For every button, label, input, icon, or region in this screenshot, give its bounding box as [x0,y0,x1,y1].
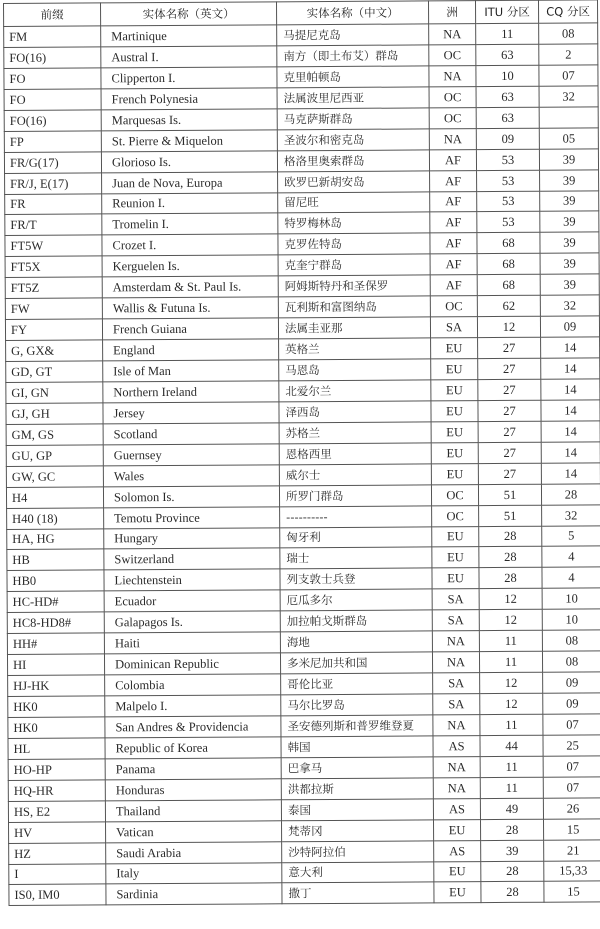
cell-name-cn: 撒丁 [282,882,434,904]
cell-itu-zone: 28 [479,526,542,547]
cell-name-cn: 洪都拉斯 [281,778,433,800]
cell-prefix: I [9,863,106,885]
cell-cq-zone: 39 [540,274,599,295]
cell-continent: OC [430,296,477,317]
cell-cq-zone: 28 [541,483,600,504]
cell-continent: OC [429,107,476,128]
cell-prefix: FO(16) [4,47,101,69]
cell-itu-zone: 27 [478,379,541,400]
cell-name-en: Vatican [106,820,282,842]
cell-name-cn: 马恩岛 [279,359,431,381]
cell-name-cn: 列支敦士兵登 [280,568,432,590]
cell-itu-zone: 12 [479,609,542,630]
cell-cq-zone: 14 [541,400,600,421]
cell-prefix: HZ [9,842,106,864]
cell-name-cn: 梵蒂冈 [281,820,433,842]
cell-name-en: Austral I. [101,46,277,68]
cell-prefix: HJ-HK [8,675,105,697]
cell-itu-zone: 39 [481,840,544,861]
cell-name-cn: 阿姆斯特丹和圣保罗 [278,275,430,297]
cell-name-cn: 沙特阿拉伯 [282,840,434,862]
cell-cq-zone: 15,33 [544,860,600,881]
cell-continent: NA [433,756,480,777]
cell-cq-zone: 14 [541,463,600,484]
cell-itu-zone: 28 [481,882,544,903]
cell-cq-zone: 10 [542,609,600,630]
cell-name-en: Guernsey [103,444,279,466]
cell-continent: EU [431,442,478,463]
cell-cq-zone: 5 [542,525,600,546]
cell-cq-zone: 09 [540,316,599,337]
cell-itu-zone: 27 [478,442,541,463]
cell-prefix: FO [4,68,101,90]
cell-cq-zone: 2 [539,44,598,65]
cell-cq-zone: 39 [540,169,599,190]
cell-name-cn: 韩国 [281,736,433,758]
cell-continent: AF [430,212,477,233]
cell-continent: SA [432,589,479,610]
cell-name-en: Northern Ireland [103,381,279,403]
cell-name-en: French Polynesia [101,88,277,110]
cell-name-en: Temotu Province [104,506,280,528]
cell-name-cn: 海地 [280,631,432,653]
cell-name-en: Isle of Man [103,360,279,382]
cell-continent: NA [429,65,476,86]
table-row [9,881,600,906]
cell-prefix: GJ, GH [6,403,103,425]
cell-name-en: Amsterdam & St. Paul Is. [102,276,278,298]
cell-prefix: FP [4,131,101,153]
cell-continent: EU [433,819,480,840]
cell-prefix: FY [5,319,102,341]
cell-itu-zone: 53 [477,212,540,233]
cell-cq-zone: 08 [542,630,600,651]
cell-itu-zone: 11 [476,23,539,44]
cell-cq-zone: 14 [541,442,600,463]
cell-itu-zone: 12 [479,589,542,610]
cell-name-en: Juan de Nova, Europa [102,171,278,193]
cell-cq-zone: 14 [541,337,600,358]
cell-prefix: FW [5,298,102,320]
cell-cq-zone: 39 [540,190,599,211]
cell-name-cn: 匈牙利 [280,526,432,548]
cell-name-en: Crozet I. [102,234,278,256]
cell-cq-zone: 08 [542,651,600,672]
cell-itu-zone: 09 [476,128,539,149]
cell-prefix: HA, HG [7,528,104,550]
cell-itu-zone: 53 [476,149,539,170]
cell-continent: NA [429,128,476,149]
cell-continent: EU [431,421,478,442]
cell-itu-zone: 63 [476,107,539,128]
cell-continent: AF [430,233,477,254]
cell-cq-zone: 07 [543,756,600,777]
cell-continent: AF [430,275,477,296]
cell-prefix: FR/G(17) [4,152,101,174]
cell-cq-zone: 05 [539,128,598,149]
cell-prefix: FO [4,89,101,111]
cell-name-cn: 马克萨斯群岛 [277,108,429,130]
cell-continent: NA [432,631,479,652]
cell-name-cn: 克里帕顿岛 [277,66,429,88]
cell-name-cn: 圣波尔和密克岛 [277,129,429,151]
cell-itu-zone: 62 [477,295,540,316]
cell-prefix: HK0 [8,696,105,718]
cell-prefix: HK0 [8,717,105,739]
cell-prefix: FR [5,193,102,215]
table-body [4,23,600,906]
cell-itu-zone: 12 [477,316,540,337]
cell-itu-zone: 27 [478,358,541,379]
cell-name-cn: 厄瓜多尔 [280,589,432,611]
cell-prefix: IS0, IM0 [9,884,106,906]
header-itu-zone: ITU 分区 [475,0,538,23]
cell-itu-zone: 11 [480,714,543,735]
cell-prefix: HO-HP [8,759,105,781]
cell-cq-zone: 08 [539,23,598,44]
cell-cq-zone: 14 [541,379,600,400]
cell-prefix: HV [9,822,106,844]
cell-continent: AS [433,798,480,819]
cell-itu-zone: 27 [478,400,541,421]
cell-continent: AS [433,735,480,756]
cell-name-en: Colombia [105,674,281,696]
cell-cq-zone: 07 [543,777,600,798]
cell-name-cn: 巴拿马 [281,757,433,779]
cell-cq-zone: 4 [542,546,600,567]
cell-prefix: FT5X [5,256,102,278]
cell-itu-zone: 49 [480,798,543,819]
cell-itu-zone: 27 [478,463,541,484]
cell-itu-zone: 51 [478,484,541,505]
cell-itu-zone: 12 [480,693,543,714]
cell-continent: EU [432,568,479,589]
cell-cq-zone: 32 [540,295,599,316]
cell-prefix: GD, GT [6,361,103,383]
header-name-cn: 实体名称（中文） [276,1,428,25]
cell-itu-zone: 68 [477,254,540,275]
header-prefix: 前缀 [4,3,101,27]
cell-prefix: GM, GS [6,424,103,446]
cell-prefix: G, GX& [6,340,103,362]
cell-name-cn: 南方（即土布艾）群岛 [277,45,429,67]
cell-name-cn: 瓦利斯和富图纳岛 [278,296,430,318]
cell-continent: SA [433,694,480,715]
cell-name-en: Haiti [104,632,280,654]
cell-continent: EU [431,338,478,359]
cell-name-cn: 英格兰 [279,338,431,360]
cell-name-en: Kerguelen Is. [102,255,278,277]
cell-name-cn: 意大利 [282,861,434,883]
cell-itu-zone: 27 [478,421,541,442]
cell-cq-zone: 14 [541,421,600,442]
cell-continent: EU [431,400,478,421]
cell-cq-zone: 39 [539,148,598,169]
cell-prefix: HH# [7,633,104,655]
cell-cq-zone: 21 [544,839,600,860]
cell-continent: EU [434,882,481,903]
cell-name-cn: 留尼旺 [278,191,430,213]
cell-name-en: Liechtenstein [104,569,280,591]
cell-continent: EU [431,380,478,401]
cell-continent: AS [434,840,481,861]
cell-prefix: FO(16) [4,110,101,132]
cell-name-cn: 恩格西里 [279,443,431,465]
cell-itu-zone: 51 [479,505,542,526]
cell-name-cn: 欧罗巴新胡安岛 [278,170,430,192]
cell-name-en: Marquesas Is. [101,109,277,131]
cell-name-en: Clipperton I. [101,67,277,89]
cell-name-en: England [103,339,279,361]
cell-itu-zone: 11 [479,651,542,672]
cell-cq-zone: 26 [543,798,600,819]
cell-name-cn: 泰国 [281,799,433,821]
cell-cq-zone: 32 [539,86,598,107]
cell-name-en: Wales [103,465,279,487]
cell-name-cn: 北爱尔兰 [279,380,431,402]
cell-name-en: Republic of Korea [105,737,281,759]
cell-name-en: Thailand [105,800,281,822]
cell-cq-zone: 07 [539,65,598,86]
cell-prefix: HC8-HD8# [7,612,104,634]
cell-name-en: Dominican Republic [104,653,280,675]
cell-name-en: Malpelo I. [105,695,281,717]
cell-name-cn: 圣安德列斯和普罗维登夏 [281,715,433,737]
cell-continent: AF [430,170,477,191]
cell-itu-zone: 28 [481,861,544,882]
cell-cq-zone: 39 [540,253,599,274]
cell-name-cn: 加拉帕戈斯群岛 [280,610,432,632]
cell-name-cn: 瑞士 [280,547,432,569]
cell-prefix: FT5W [5,235,102,257]
cell-name-en: Tromelin I. [102,213,278,235]
cell-continent: NA [433,777,480,798]
cell-cq-zone: 07 [543,714,600,735]
cell-name-en: Galapagos Is. [104,611,280,633]
cell-itu-zone: 68 [477,233,540,254]
cell-prefix: HC-HD# [7,591,104,613]
cell-cq-zone: 15 [543,818,600,839]
cell-name-en: Jersey [103,402,279,424]
cell-itu-zone: 28 [480,819,543,840]
cell-name-en: Wallis & Futuna Is. [102,297,278,319]
cell-prefix: FT5Z [5,277,102,299]
cell-itu-zone: 11 [480,777,543,798]
cell-prefix: FR/T [5,214,102,236]
cell-itu-zone: 53 [477,191,540,212]
cell-name-en: Reunion I. [102,192,278,214]
cell-prefix: HL [8,738,105,760]
cell-name-cn: 所罗门群岛 [279,485,431,507]
header-cq-zone: CQ 分区 [538,0,597,23]
cell-itu-zone: 10 [476,65,539,86]
cell-cq-zone: 15 [544,881,600,902]
cell-itu-zone: 11 [479,630,542,651]
cell-name-cn: 泽西岛 [279,401,431,423]
cell-cq-zone: 32 [542,504,600,525]
cell-cq-zone: 09 [543,693,600,714]
cell-itu-zone: 27 [478,337,541,358]
cell-prefix: H4 [6,487,103,509]
cell-name-en: Honduras [105,779,281,801]
cell-name-cn: 多米尼加共和国 [280,652,432,674]
cell-name-cn: 苏格兰 [279,422,431,444]
cell-name-cn: 威尔士 [279,464,431,486]
cell-prefix: H40 (18) [7,507,104,529]
cell-name-en: Martinique [101,25,277,47]
cell-continent: SA [432,610,479,631]
cell-continent: NA [429,24,476,45]
header-name-en: 实体名称（英文） [101,2,277,26]
cell-prefix: HQ-HR [8,780,105,802]
cell-prefix: HB0 [7,570,104,592]
cell-cq-zone: 4 [542,567,600,588]
cell-continent: AF [430,254,477,275]
cell-name-cn: 马尔比罗岛 [281,694,433,716]
cell-prefix: FM [4,26,101,48]
cell-cq-zone: 25 [543,735,600,756]
cell-cq-zone: 39 [540,232,599,253]
header-continent: 洲 [428,1,475,24]
cell-cq-zone: 09 [543,672,600,693]
cell-name-en: St. Pierre & Miquelon [101,130,277,152]
cell-continent: EU [432,547,479,568]
cell-continent: EU [432,526,479,547]
cell-continent: SA [433,673,480,694]
callsign-prefix-table [3,0,600,906]
cell-name-en: Saudi Arabia [106,841,282,863]
cell-prefix: HS, E2 [8,801,105,823]
cell-name-cn: 克奎宁群岛 [278,254,430,276]
cell-itu-zone: 12 [480,672,543,693]
cell-continent: SA [430,317,477,338]
cell-name-en: Solomon Is. [103,485,279,507]
cell-name-en: Hungary [104,527,280,549]
cell-name-en: Glorioso Is. [101,150,277,172]
cell-cq-zone: 10 [542,588,600,609]
cell-cq-zone [539,107,598,128]
cell-itu-zone: 44 [480,735,543,756]
cell-prefix: FR/J, E(17) [5,172,102,194]
cell-cq-zone: 14 [541,358,600,379]
cell-name-cn: 特罗梅林岛 [278,212,430,234]
cell-cq-zone: 39 [540,211,599,232]
cell-continent: OC [429,45,476,66]
cell-name-en: San Andres & Providencia [105,716,281,738]
cell-continent: OC [429,86,476,107]
cell-continent: OC [432,505,479,526]
cell-name-en: Panama [105,758,281,780]
cell-itu-zone: 28 [479,568,542,589]
cell-name-cn: 克罗佐特岛 [278,233,430,255]
cell-prefix: HB [7,549,104,571]
cell-itu-zone: 53 [477,170,540,191]
cell-continent: OC [431,484,478,505]
cell-itu-zone: 11 [480,756,543,777]
cell-name-en: Ecuador [104,590,280,612]
cell-itu-zone: 68 [477,274,540,295]
cell-name-cn: ---------- [280,505,432,527]
cell-name-en: Switzerland [104,548,280,570]
cell-name-en: French Guiana [102,318,278,340]
document-page [3,0,600,923]
cell-continent: EU [431,463,478,484]
cell-continent: AF [429,149,476,170]
cell-name-cn: 法属圭亚那 [278,317,430,339]
cell-itu-zone: 63 [476,86,539,107]
cell-name-en: Scotland [103,423,279,445]
cell-prefix: GU, GP [6,445,103,467]
cell-continent: EU [434,861,481,882]
cell-name-en: Sardinia [106,883,282,905]
cell-name-en: Italy [106,862,282,884]
cell-itu-zone: 63 [476,44,539,65]
cell-continent: EU [431,359,478,380]
cell-prefix: HI [7,654,104,676]
cell-continent: NA [433,715,480,736]
cell-name-cn: 马提尼克岛 [277,24,429,46]
cell-name-cn: 法属波里尼西亚 [277,87,429,109]
cell-continent: AF [430,191,477,212]
cell-continent: NA [432,652,479,673]
cell-itu-zone: 28 [479,547,542,568]
cell-prefix: GW, GC [6,466,103,488]
cell-name-cn: 格洛里奥索群岛 [277,150,429,172]
cell-prefix: GI, GN [6,382,103,404]
cell-name-cn: 哥伦比亚 [281,673,433,695]
